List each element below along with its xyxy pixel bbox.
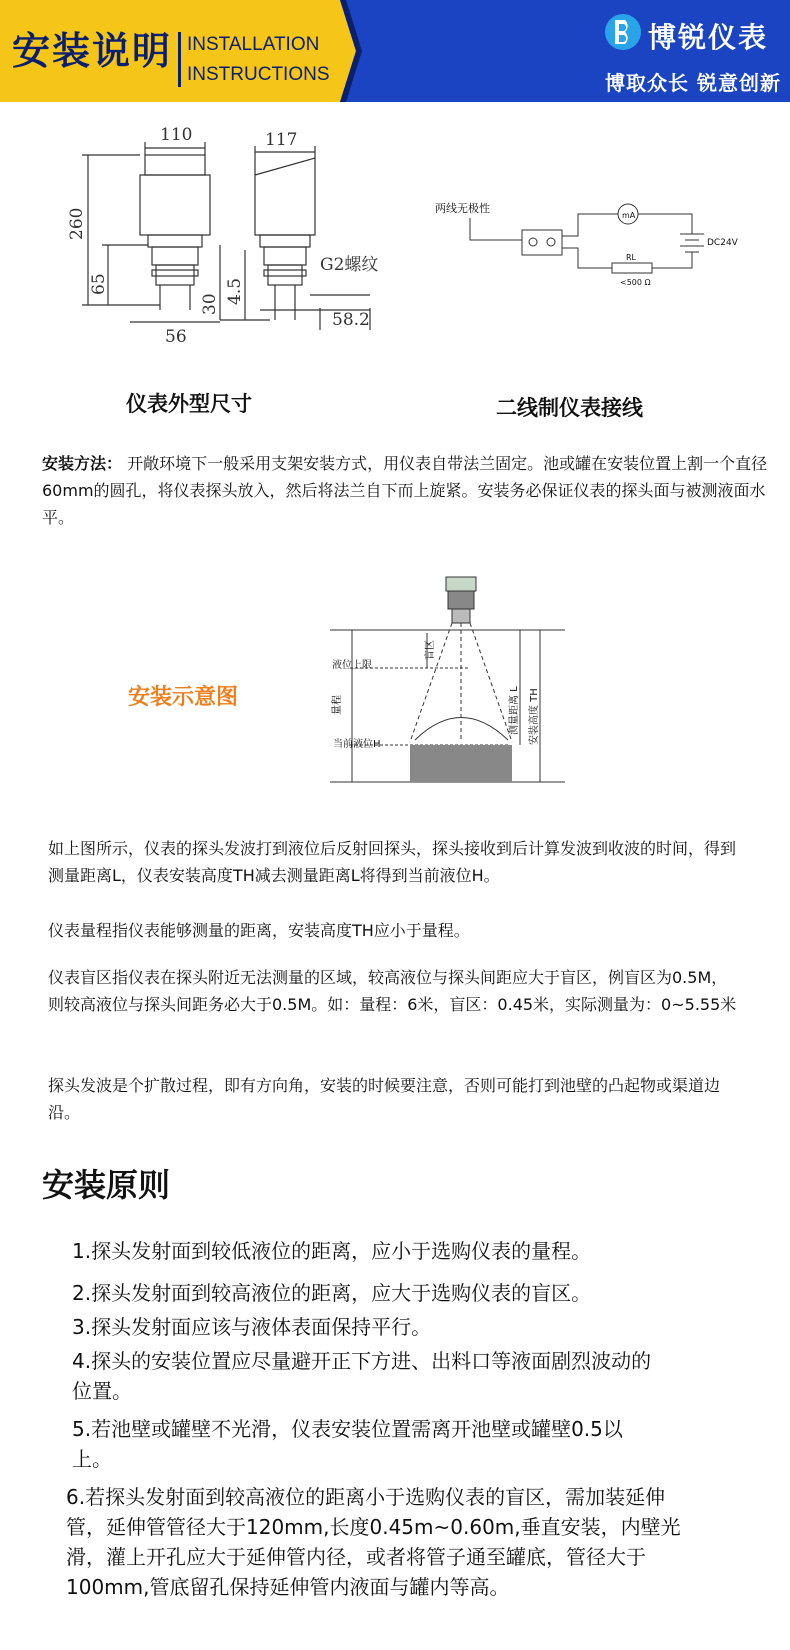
dim-30: 30	[200, 293, 220, 315]
measure-dist-label: 测量距离 L	[509, 686, 520, 735]
dim-thread: G2螺纹	[320, 255, 379, 275]
page-title: 安装说明	[12, 29, 173, 73]
method-label: 安装方法：	[42, 454, 123, 473]
paragraph-3: 仪表盲区指仪表在探头附近无法测量的区域，较高液位与探头间距应大于盲区，例盲区为0.5M，则较高液位与探头间距务必大于0.5M。如：量程：6米，盲区：0.45米，实际测量为：0~5.55米	[48, 968, 737, 1014]
principle-5: 5.若池壁或罐壁不光滑，仪表安装位置需离开池壁或罐壁0.5以上。	[72, 1417, 623, 1471]
wiring-caption: 二线制仪表接线	[496, 396, 643, 420]
dim-4-5: 4.5	[225, 277, 245, 305]
principle-1: 1.探头发射面到较低液位的距离，应小于选购仪表的量程。	[72, 1239, 592, 1263]
resistor-limit: <500 Ω	[620, 278, 651, 287]
install-caption: 安装示意图	[128, 685, 239, 710]
method-paragraph	[42, 450, 782, 531]
current-level-label: 当前液位H	[333, 739, 381, 750]
title-en-line1: INSTALLATION	[187, 34, 320, 55]
dimension-drawing	[67, 120, 420, 360]
method-text: 开敞环境下一般采用支架安装方式，用仪表自带法兰固定。池或罐在安装位置上割一个直径60mm的圆孔，将仪表探头放入，然后将法兰自下而上旋紧。安装务必保证仪表的探头面与被测液面水平。	[42, 454, 768, 527]
power-label: DC24V	[707, 238, 738, 248]
dim-58-2: 58.2	[332, 310, 370, 330]
brand-name: 博锐仪表	[648, 21, 769, 54]
range-label: 量程	[332, 695, 343, 715]
brand-logo-icon	[603, 12, 643, 52]
paragraph-1: 如上图所示，仪表的探头发波打到液位后反射回探头，探头接收到后计算发波到收波的时间，得到测量距离L，仪表安装高度TH减去测量距离L将得到当前液位H。	[48, 839, 737, 885]
meter-label: mA	[622, 211, 636, 220]
title-en-line2: INSTRUCTIONS	[187, 64, 330, 85]
dim-110: 110	[160, 125, 193, 145]
wiring-note: 两线无极性	[435, 202, 490, 215]
dimension-caption: 仪表外型尺寸	[126, 392, 252, 416]
wiring-diagram	[430, 200, 750, 310]
upper-limit-label: 液位上限	[332, 660, 372, 671]
install-height-label: 安装高度 TH	[529, 688, 540, 745]
principle-2: 2.探头发射面到较高液位的距离，应大于选购仪表的盲区。	[72, 1281, 592, 1305]
paragraph-2: 仪表量程指仪表能够测量的距离，安装高度TH应小于量程。	[48, 921, 470, 940]
principles-title: 安装原则	[42, 1166, 171, 1204]
resistor-label: RL	[626, 253, 637, 262]
paragraph-4: 探头发波是个扩散过程，即有方向角，安装的时候要注意，否则可能打到池壁的凸起物或渠道边沿。	[48, 1076, 721, 1122]
brand-slogan: 博取众长 锐意创新	[605, 71, 781, 95]
principle-3: 3.探头发射面应该与液体表面保持平行。	[72, 1315, 432, 1339]
dim-260: 260	[67, 207, 87, 240]
title-divider	[178, 32, 181, 87]
blind-zone-label: 盲区	[425, 640, 436, 660]
install-diagram	[330, 575, 560, 785]
principle-6: 6.若探头发射面到较高液位的距离小于选购仪表的盲区，需加装延伸管，延伸管管径大于120mm,长度0.45m~0.60m,垂直安装，内壁光滑，灌上开孔应大于延伸管内径，或者将管子通至罐底，管径大于100mm,管底留孔保持延伸管内液面与罐内等高。	[66, 1485, 681, 1599]
dim-117: 117	[265, 130, 298, 150]
dim-56: 56	[165, 327, 187, 347]
dim-65: 65	[89, 273, 109, 295]
principle-4: 4.探头的安装位置应尽量避开正下方进、出料口等液面剧烈波动的位置。	[72, 1349, 652, 1403]
